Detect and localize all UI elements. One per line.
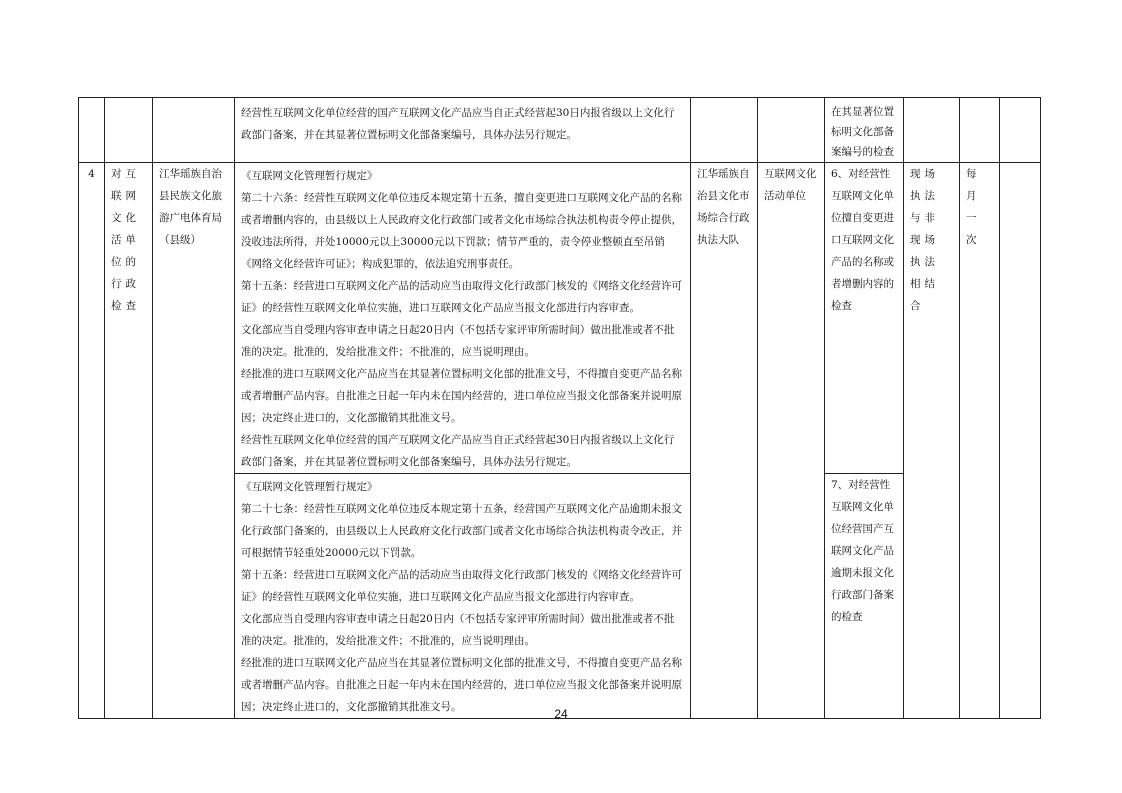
cell-check-content <box>825 474 904 719</box>
cell-check-content <box>825 163 904 474</box>
cell-implementer <box>691 98 758 163</box>
method-text: 现场执法与非现场执法相结合 <box>910 168 939 312</box>
cell-object <box>758 98 825 163</box>
basis-paragraph: 第二十六条：经营性互联网文化单位违反本规定第十五条，擅自变更进口互联网文化产品的名称或者增删内容的，由县级以上人民政府文化行政部门或者文化市场综合执法机构责令停止提供，没收违法所得，并处10000元以上30000元以下罚款；情节严重的，责令停业整顿直至吊销《网络文化经营许可证》；构成犯罪的，依法追究刑事责任。 <box>241 192 682 270</box>
cell-basis <box>235 474 691 719</box>
table-row <box>79 98 1041 163</box>
cell-matter <box>105 163 153 719</box>
basis-paragraph: 经营性互联网文化单位经营的国产互联网文化产品应当自正式经营起30日内报省级以上文化行政部门备案，并在其显著位置标明文化部备案编号，具体办法另行规定。 <box>241 107 675 141</box>
cell-frequency <box>960 163 1000 719</box>
basis-paragraph: 《互联网文化管理暂行规定》 <box>241 170 378 182</box>
authority-text: 江华瑶族自治县民族文化旅游广电体育局（县级） <box>159 168 222 246</box>
inspection-table <box>78 97 1041 719</box>
cell-object <box>758 163 825 719</box>
cell-check-content <box>825 98 904 163</box>
cell-authority <box>153 98 235 163</box>
cell-method <box>904 98 960 163</box>
basis-paragraph: 经批准的进口互联网文化产品应当在其显著位置标明文化部的批准文号，不得擅自变更产品名称或者增删产品内容。自批准之日起一年内未在国内经营的，进口单位应当报文化部备案并说明原因；决定终止进口的，文化部撤销其批准文号。 <box>241 657 682 713</box>
check-content-text: 7、对经营性互联网文化单位经营国产互联网文化产品逾期未报文化行政部门备案的检查 <box>831 479 894 623</box>
basis-paragraph: 第二十七条：经营性互联网文化单位违反本规定第十五条，经营国产互联网文化产品逾期未报文化行政部门备案的，由县级以上人民政府文化行政部门或者文化市场综合执法机构责令改正，并可根据情节轻重处20000元以下罚款。 <box>241 503 682 559</box>
page-number: 24 <box>554 707 568 721</box>
cell-basis <box>235 163 691 474</box>
item-number: 4 <box>88 168 95 180</box>
cell-remark <box>1000 163 1041 719</box>
cell-remark <box>1000 98 1041 163</box>
object-text: 互联网文化活动单位 <box>764 168 817 202</box>
cell-no <box>79 163 105 719</box>
basis-paragraph: 经批准的进口互联网文化产品应当在其显著位置标明文化部的批准文号，不得擅自变更产品名称或者增删产品内容。自批准之日起一年内未在国内经营的，进口单位应当报文化部备案并说明原因；决定终止进口的，文化部撤销其批准文号。 <box>241 368 682 424</box>
matter-text: 对互联网文化活单位的行政检查 <box>111 168 140 312</box>
cell-method <box>904 163 960 719</box>
basis-paragraph: 文化部应当自受理内容审查申请之日起20日内（不包括专家评审所需时间）做出批准或者不批准的决定。批准的，发给批准文件；不批准的，应当说明理由。 <box>241 613 675 647</box>
cell-basis <box>235 98 691 163</box>
table-row <box>79 163 1041 474</box>
basis-paragraph: 文化部应当自受理内容审查申请之日起20日内（不包括专家评审所需时间）做出批准或者不批准的决定。批准的，发给批准文件；不批准的，应当说明理由。 <box>241 324 675 358</box>
check-content-text: 在其显著位置标明文化部备案编号的检查 <box>831 106 894 158</box>
cell-implementer <box>691 163 758 719</box>
check-content-text: 6、对经营性互联网文化单位擅自变更进口互联网文化产品的名称或者增删内容的检查 <box>831 168 894 312</box>
cell-frequency <box>960 98 1000 163</box>
cell-authority <box>153 163 235 719</box>
frequency-text: 每月一次 <box>966 168 981 246</box>
basis-paragraph: 《互联网文化管理暂行规定》 <box>241 481 378 493</box>
basis-paragraph: 第十五条：经营进口互联网文化产品的活动应当由取得文化行政部门核发的《网络文化经营许可证》的经营性互联网文化单位实施，进口互联网文化产品应当报文化部进行内容审查。 <box>241 569 682 603</box>
implementer-text: 江华瑶族自治县文化市场综合行政执法大队 <box>697 168 750 246</box>
cell-matter <box>105 98 153 163</box>
basis-paragraph: 第十五条：经营进口互联网文化产品的活动应当由取得文化行政部门核发的《网络文化经营许可证》的经营性互联网文化单位实施，进口互联网文化产品应当报文化部进行内容审查。 <box>241 280 682 314</box>
basis-paragraph: 经营性互联网文化单位经营的国产互联网文化产品应当自正式经营起30日内报省级以上文化行政部门备案，并在其显著位置标明文化部备案编号，具体办法另行规定。 <box>241 434 675 468</box>
cell-no <box>79 98 105 163</box>
